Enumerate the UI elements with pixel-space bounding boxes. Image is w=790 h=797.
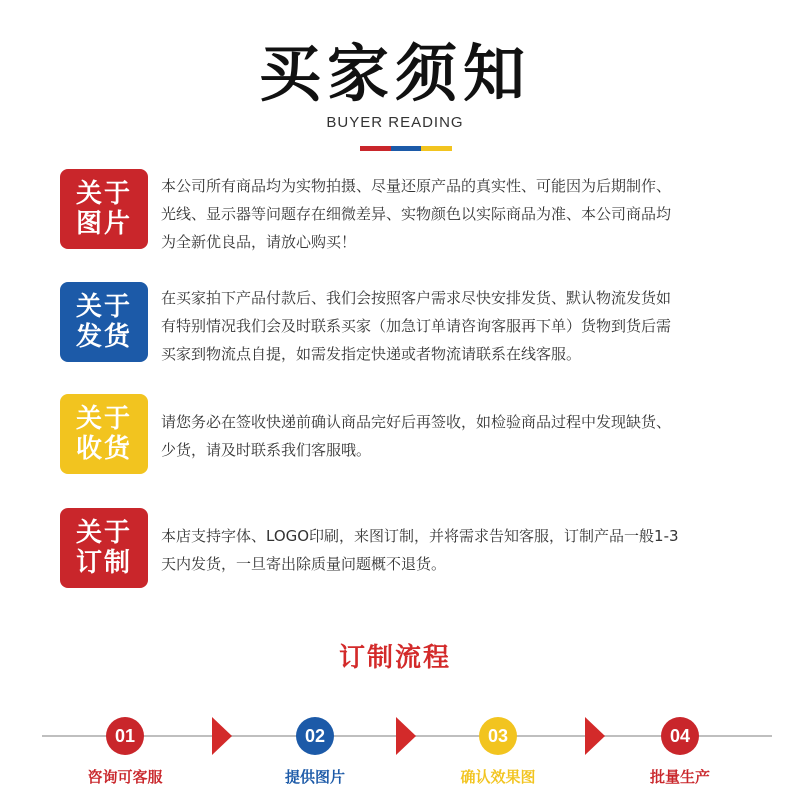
step-label-4: 批量生产 [649, 768, 710, 786]
info-about-shipping [161, 284, 773, 368]
page-title: 买家须知 [258, 37, 531, 110]
info-line: 买家到物流点自提，如需发指定快递或者物流请联系在线客服。 [161, 345, 582, 363]
step-number-2: 02 [296, 717, 334, 755]
process-title: 订制流程 [338, 643, 451, 673]
step-label-1: 咨询可客服 [87, 768, 163, 786]
info-about-custom [161, 522, 773, 578]
badge-line2: 发货 [75, 322, 132, 352]
divider-red-segment [360, 146, 391, 151]
arrow-right-icon [212, 717, 232, 755]
divider-blue-segment [391, 146, 422, 151]
info-line: 请您务必在签收快递前确认商品完好后再签收，如检验商品过程中发现缺货、 [161, 413, 672, 431]
badge-about-receiving [60, 394, 148, 474]
arrow-right-icon [396, 717, 416, 755]
step-number-4: 04 [661, 717, 699, 755]
arrow-right-icon [585, 717, 605, 755]
info-line: 在买家拍下产品付款后、我们会按照客户需求尽快安排发货、默认物流发货如 [161, 289, 672, 307]
badge-line2: 订制 [75, 548, 132, 578]
badge-line1: 关于 [75, 404, 132, 434]
info-line: 为全新优良品，请放心购买！ [161, 233, 357, 251]
step-label-3: 确认效果图 [460, 768, 536, 786]
badge-line2: 收货 [75, 434, 132, 464]
badge-line1: 关于 [75, 292, 132, 322]
info-line: 天内发货，一旦寄出除质量问题概不退货。 [161, 555, 447, 573]
badge-about-shipping [60, 282, 148, 362]
tricolor-divider [360, 146, 452, 151]
badge-line1: 关于 [75, 179, 132, 209]
info-line: 有特别情况我们会及时联系买家（加急订单请咨询客服再下单）货物到货后需 [161, 317, 672, 335]
badge-line1: 关于 [75, 518, 132, 548]
info-about-images [161, 172, 773, 256]
badge-about-images [60, 169, 148, 249]
info-line: 少货，请及时联系我们客服哦。 [161, 441, 372, 459]
step-number-3: 03 [479, 717, 517, 755]
page-subtitle: BUYER READING [326, 114, 464, 131]
badge-about-custom [60, 508, 148, 588]
info-line: 本店支持字体、LOGO印刷，来图订制，并将需求告知客服，订制产品一般1-3 [161, 527, 679, 545]
info-line: 本公司所有商品均为实物拍摄、尽量还原产品的真实性、可能因为后期制作、 [161, 177, 672, 195]
badge-line2: 图片 [75, 209, 132, 239]
divider-yellow-segment [421, 146, 452, 151]
step-label-2: 提供图片 [284, 768, 345, 786]
info-about-receiving [161, 408, 773, 464]
step-number-1: 01 [106, 717, 144, 755]
info-line: 光线、显示器等问题存在细微差异、实物颜色以实际商品为准、本公司商品均 [161, 205, 672, 223]
